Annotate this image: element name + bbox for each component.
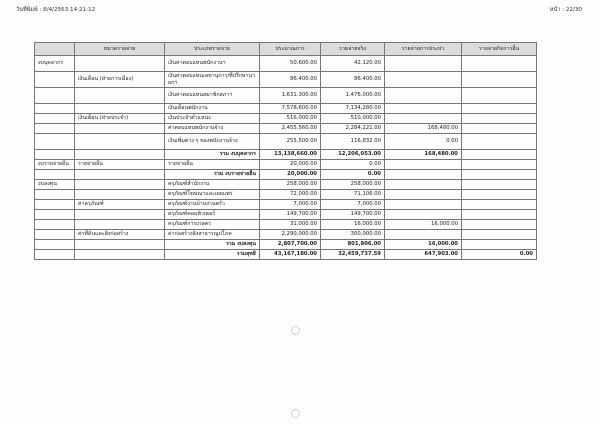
table-cell: 20,000.00 xyxy=(260,160,321,170)
table-cell xyxy=(462,220,537,230)
table-cell: 168,480.00 xyxy=(385,124,462,134)
table-cell xyxy=(35,124,75,134)
table-cell xyxy=(462,170,537,180)
table-cell xyxy=(462,124,537,134)
table-cell: 86,400.00 xyxy=(260,72,321,88)
table-cell xyxy=(75,250,165,260)
table-row xyxy=(35,200,537,210)
table-cell xyxy=(35,250,75,260)
table-cell: 116,832.00 xyxy=(321,134,385,150)
table-cell xyxy=(75,240,165,250)
table-cell: 149,700.00 xyxy=(260,210,321,220)
table-cell: 258,000.00 xyxy=(321,180,385,190)
table-row xyxy=(35,180,537,190)
table-cell: เงินค่าตอบแทนเลขานุการ/ที่ปรึกษานายกฯ xyxy=(165,72,260,88)
table-cell xyxy=(385,114,462,124)
table-cell: 255,500.00 xyxy=(260,134,321,150)
table-cell xyxy=(462,56,537,72)
table-cell: 12,206,053.00 xyxy=(321,150,385,160)
table-cell xyxy=(462,240,537,250)
table-cell: 300,000.00 xyxy=(321,230,385,240)
table-cell: 42,120.00 xyxy=(321,56,385,72)
table-row xyxy=(35,114,537,124)
table-row xyxy=(35,240,537,250)
table-cell xyxy=(462,180,537,190)
table-cell xyxy=(462,134,537,150)
table-cell xyxy=(385,200,462,210)
table-row xyxy=(35,230,537,240)
table-cell: ครุภัณฑ์งานบ้านงานครัว xyxy=(165,200,260,210)
table-cell xyxy=(35,72,75,88)
table-cell xyxy=(75,220,165,230)
column-header: ประมาณการ xyxy=(260,43,321,56)
table-row xyxy=(35,72,537,88)
table-cell xyxy=(462,114,537,124)
table-cell: รวม งบลงทุน xyxy=(165,240,260,250)
table-cell: 0.00 xyxy=(462,250,537,260)
punch-hole xyxy=(291,326,300,335)
table-cell: 647,903.00 xyxy=(385,250,462,260)
table-cell: 43,167,180.00 xyxy=(260,250,321,260)
table-cell: งบรายจ่ายอื่น xyxy=(35,160,75,170)
table-row xyxy=(35,160,537,170)
table-cell: ครุภัณฑ์การเกษตร xyxy=(165,220,260,230)
table-cell: 71,106.00 xyxy=(321,190,385,200)
table-cell xyxy=(462,88,537,104)
column-header: รวมจ่ายจริง xyxy=(321,43,385,56)
table-cell: 50,600.00 xyxy=(260,56,321,72)
table-cell: 510,000.00 xyxy=(321,114,385,124)
table-cell: เงินเดือน (ฝ่ายการเมือง) xyxy=(75,72,165,88)
table-row xyxy=(35,210,537,220)
table-cell xyxy=(35,200,75,210)
table-cell xyxy=(35,88,75,104)
table-cell: ค่าตอบแทนพนักงานจ้าง xyxy=(165,124,260,134)
table-cell xyxy=(75,104,165,114)
table-cell: 2,284,221.00 xyxy=(321,124,385,134)
column-header: รายจ่ายการประปา xyxy=(385,43,462,56)
table-cell xyxy=(385,190,462,200)
table-cell xyxy=(35,150,75,160)
table-cell xyxy=(385,160,462,170)
table-cell: เงินค่าตอบแทนสมาชิกสภาฯ xyxy=(165,88,260,104)
table-cell xyxy=(35,240,75,250)
table-cell xyxy=(385,170,462,180)
table-cell xyxy=(35,220,75,230)
table-cell: เงินเดือน (ฝ่ายประจำ) xyxy=(75,114,165,124)
table-cell: 2,807,700.00 xyxy=(260,240,321,250)
table-cell xyxy=(75,56,165,72)
table-cell xyxy=(35,134,75,150)
table-cell: รวมสุทธิ xyxy=(165,250,260,260)
table-row xyxy=(35,150,537,160)
table-cell: เงินเดือนพนักงาน xyxy=(165,104,260,114)
table-cell: 2,455,560.00 xyxy=(260,124,321,134)
table-cell xyxy=(462,150,537,160)
column-header: หมวดรายจ่าย xyxy=(75,43,165,56)
table-cell: 258,000.00 xyxy=(260,180,321,190)
column-header: ประเภทรายจ่าย xyxy=(165,43,260,56)
table-row xyxy=(35,88,537,104)
table-row xyxy=(35,124,537,134)
table-cell xyxy=(385,72,462,88)
table-cell: เงินค่าตอบแทนพนักงานฯ xyxy=(165,56,260,72)
table-cell: 7,000.00 xyxy=(260,200,321,210)
table-cell: 516,000.00 xyxy=(260,114,321,124)
table-cell xyxy=(75,88,165,104)
table-cell xyxy=(75,134,165,150)
table-cell: 1,476,000.00 xyxy=(321,88,385,104)
table-cell xyxy=(35,210,75,220)
table-cell: งบบุคลากร xyxy=(35,56,75,72)
table-cell: 86,400.00 xyxy=(321,72,385,88)
table-row xyxy=(35,220,537,230)
table-cell: 32,459,737.59 xyxy=(321,250,385,260)
table-cell: 801,806.00 xyxy=(321,240,385,250)
table-cell: ครุภัณฑ์คอมพิวเตอร์ xyxy=(165,210,260,220)
table-cell: 0.00 xyxy=(385,134,462,150)
table-cell: รายจ่ายอื่น xyxy=(75,160,165,170)
table-cell: 31,000.00 xyxy=(260,220,321,230)
table-cell xyxy=(385,104,462,114)
column-header xyxy=(35,43,75,56)
budget-table xyxy=(34,42,537,260)
column-header: รายจ่ายกิจการอื่น xyxy=(462,43,537,56)
table-cell xyxy=(462,200,537,210)
punch-hole xyxy=(291,409,300,418)
table-cell: 72,000.00 xyxy=(260,190,321,200)
table-cell: เงินเพิ่มต่าง ๆ ของพนักงานจ้าง xyxy=(165,134,260,150)
table-cell: 2,290,000.00 xyxy=(260,230,321,240)
table-cell xyxy=(385,56,462,72)
table-cell xyxy=(35,104,75,114)
table-cell xyxy=(35,170,75,180)
table-cell xyxy=(385,210,462,220)
table-row xyxy=(35,56,537,72)
table-cell: 149,700.00 xyxy=(321,210,385,220)
table-cell: 168,480.00 xyxy=(385,150,462,160)
table-cell xyxy=(35,114,75,124)
table-cell xyxy=(75,170,165,180)
page-number: หน้า : 22/30 xyxy=(549,7,582,13)
table-cell xyxy=(385,180,462,190)
table-cell: 16,000.00 xyxy=(321,220,385,230)
table-row xyxy=(35,190,537,200)
table-cell xyxy=(75,180,165,190)
table-cell xyxy=(35,230,75,240)
table-cell xyxy=(462,160,537,170)
table-cell: งบลงทุน xyxy=(35,180,75,190)
table-cell: ค่าที่ดินและสิ่งก่อสร้าง xyxy=(75,230,165,240)
table-row xyxy=(35,170,537,180)
table-cell xyxy=(75,190,165,200)
table-cell: ครุภัณฑ์โฆษณาและเผยแพร่ xyxy=(165,190,260,200)
table-cell: 20,000.00 xyxy=(260,170,321,180)
table-cell: 13,138,660.00 xyxy=(260,150,321,160)
print-timestamp: วันที่พิมพ์ : 8/4/2563 14:21:12 xyxy=(16,7,96,13)
table-cell xyxy=(462,210,537,220)
table-cell: 1,631,300.00 xyxy=(260,88,321,104)
table-cell: 7,134,280.00 xyxy=(321,104,385,114)
table-cell: 7,000.00 xyxy=(321,200,385,210)
table-cell: 16,000.00 xyxy=(385,240,462,250)
table-cell xyxy=(462,104,537,114)
table-cell xyxy=(385,88,462,104)
table-cell: รวม งบบุคลากร xyxy=(165,150,260,160)
table-cell xyxy=(462,190,537,200)
table-cell: 0.00 xyxy=(321,160,385,170)
table-cell xyxy=(385,230,462,240)
table-row xyxy=(35,104,537,114)
table-cell: ครุภัณฑ์สำนักงาน xyxy=(165,180,260,190)
table-cell xyxy=(75,150,165,160)
table-cell: 16,000.00 xyxy=(385,220,462,230)
table-cell: รายจ่ายอื่น xyxy=(165,160,260,170)
table-cell: เงินประจำตำแหน่ง xyxy=(165,114,260,124)
table-cell: ค่าครุภัณฑ์ xyxy=(75,200,165,210)
table-cell: ค่าก่อสร้างสิ่งสาธารณูปโภค xyxy=(165,230,260,240)
table-row xyxy=(35,134,537,150)
table-cell xyxy=(35,190,75,200)
table-row xyxy=(35,250,537,260)
table-header-row xyxy=(35,43,537,56)
table-cell: รวม งบรายจ่ายอื่น xyxy=(165,170,260,180)
table-cell: 7,578,600.00 xyxy=(260,104,321,114)
table-cell xyxy=(75,210,165,220)
table-cell xyxy=(75,124,165,134)
table-cell: 0.00 xyxy=(321,170,385,180)
table-cell xyxy=(462,230,537,240)
table-cell xyxy=(462,72,537,88)
